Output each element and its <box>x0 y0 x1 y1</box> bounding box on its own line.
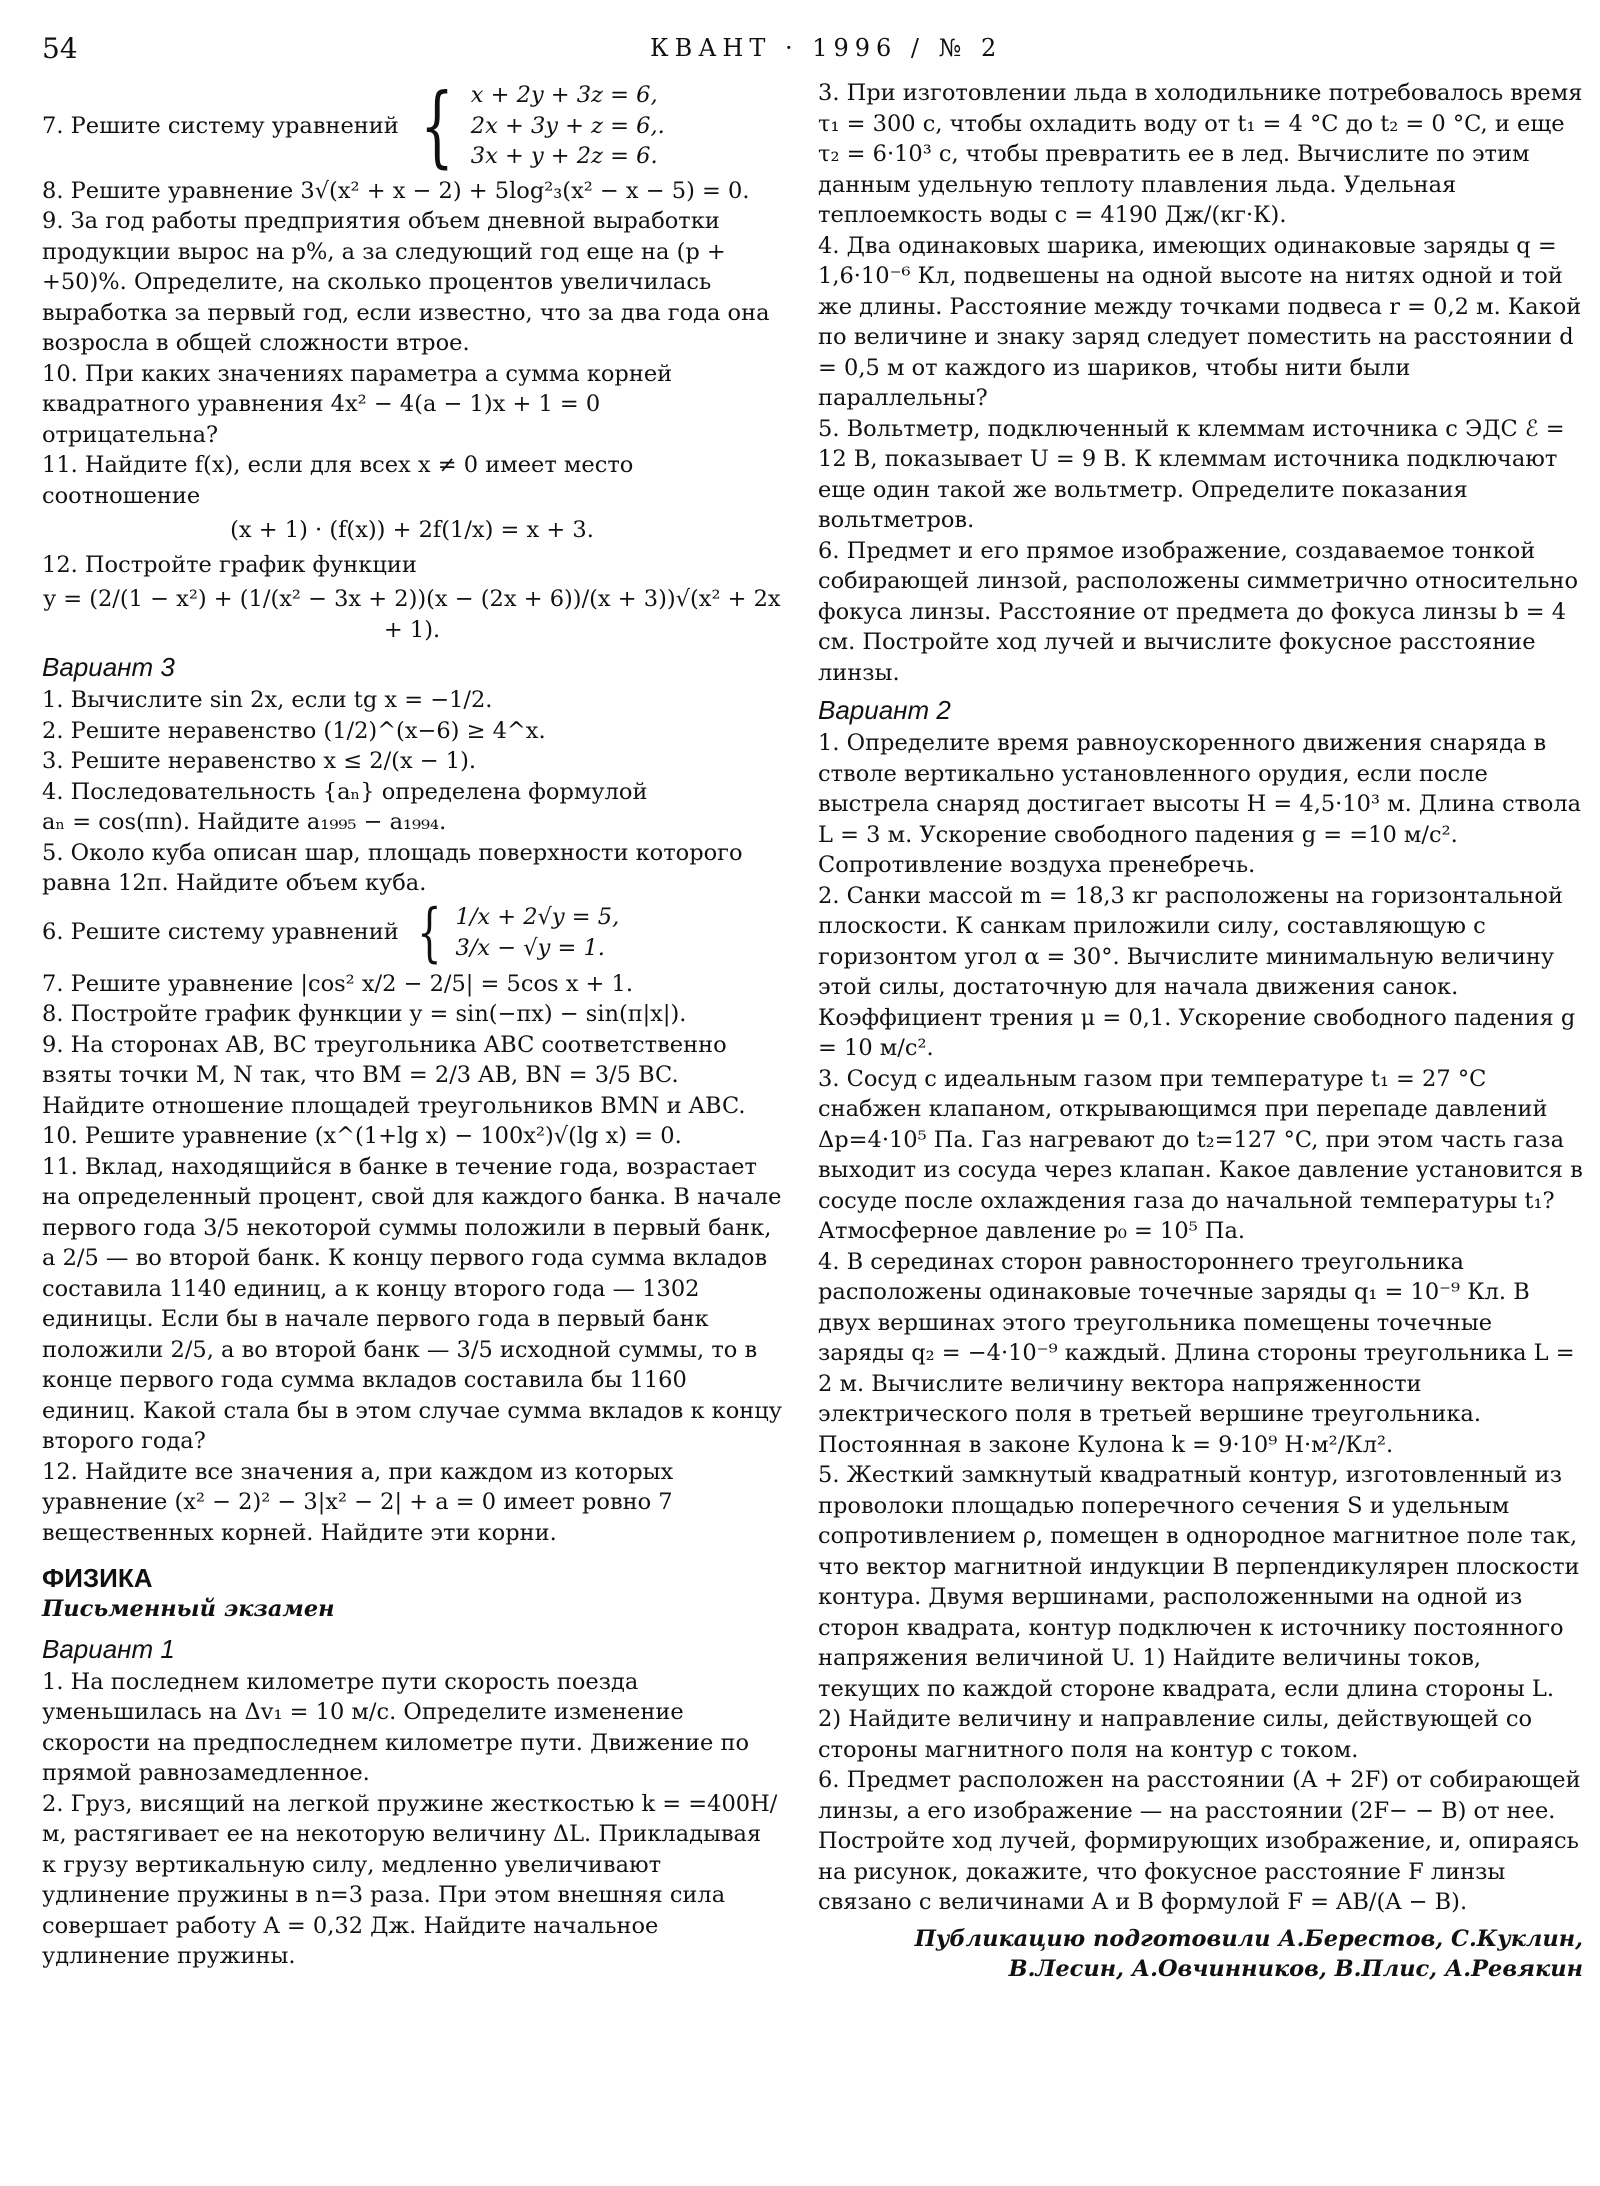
running-head: КВАНТ · 1996 / № 2 <box>650 34 1003 62</box>
variant-3-heading: Вариант 3 <box>42 652 175 682</box>
written-exam-subtitle: Письменный экзамен <box>42 1596 335 1622</box>
system-rows <box>471 80 665 172</box>
ph1-problem-1: 1. На последнем километре пути скорость поезда уменьшилась на Δv₁ = 10 м/с. Определите изменение скорости на предпоследнем километре пути. Движение по прямой равнозамедленное. <box>42 1668 757 1786</box>
v3-problem-1: 1. Вычислите sin 2x, если tg x = −1/2. <box>42 687 493 713</box>
problem-7-lead: 7. Решите систему уравнений <box>42 112 399 139</box>
v3-problem-6-lead: 6. Решите систему уравнений <box>42 919 399 946</box>
ph2-problem-4: 4. В серединах сторон равностороннего треугольника расположены одинаковые точечные заряды q₁ = 10⁻⁹ Кл. В двух вершинах этого треугольника помещены точечные заряды q₂ = −4·10⁻⁹ каждый. Длина стороны треугольника L = 2 м. Вычислите величину вектора напряженности электрического поля в третьей вершине треугольника. Постоянная в законе Кулона k = 9·10⁹ Н·м²/Кл². <box>818 1248 1582 1458</box>
v3-problem-4: 4. Последовательность {aₙ} определена формулой <box>42 778 648 805</box>
right-column <box>818 78 1590 1985</box>
ph2-problem-3: 3. Сосуд с идеальным газом при температуре t₁ = 27 °C снабжен клапаном, открывающимся при перепаде давлений Δp=4·10⁵ Па. Газ нагревают до t₂=127 °C, при этом часть газа выходит из сосуда через клапан. Какое давление установится в сосуде после охлаждения газа до начальной температуры t₁? Атмосферное давление p₀ = 10⁵ Па. <box>818 1065 1590 1244</box>
system-brace: { <box>416 895 442 970</box>
credits <box>818 1924 1583 1985</box>
physics-section-title: ФИЗИКА <box>42 1563 153 1593</box>
problem-7-system <box>42 73 782 177</box>
system-row: 2x + 3y + z = 6,. <box>470 112 665 139</box>
v3-problem-12: 12. Найдите все значения a, при каждом из которых уравнение (x² − 2)² − 3|x² − 2| + a = 0 имеет ровно 7 вещественных корней. Найдите эти корни. <box>42 1458 681 1546</box>
v3-problem-7: 7. Решите уравнение |cos² x/2 − 2/5| = 5cos x + 1. <box>42 970 634 997</box>
problem-12-equation: y = (2/(1 − x²) + (1/(x² − 3x + 2))(x − (2x + 6))/(x + 3))√(x² + 2x + 1). <box>43 586 781 643</box>
ph2-problem-6: 6. Предмет расположен на расстоянии (A + 2F) от собирающей линзы, а его изображение — на расстоянии (2F− − B) от нее. Постройте ход лучей, формирующих изображение, и, опираясь на рисунок, докажите, что фокусное расстояние F линзы связано с величинами A и B формулой F = AB/(A − B). <box>818 1767 1588 1915</box>
v3-problem-3: 3. Решите неравенство x ≤ 2/(x − 1). <box>42 748 477 774</box>
v3-problem-10: 10. Решите уравнение (x^(1+lg x) − 100x²)√(lg x) = 0. <box>42 1123 682 1149</box>
credits-line: Публикацию подготовили А.Берестов, С.Куклин, <box>914 1925 1583 1952</box>
ph2-problem-5: 5. Жесткий замкнутый квадратный контур, изготовленный из проволоки площадью поперечного сечения S и удельным сопротивлением ρ, помещен в однородное магнитное поле так, что вектор магнитной индукции B перпендикулярен плоскости контура. Двумя вершинами, расположенными на одной из сторон квадрата, контур подключен к источнику постоянного напряжения величиной U. 1) Найдите величины токов, текущих по каждой стороне квадрата, если длина стороны L. 2) Найдите величину и направление силы, действующей со стороны магнитного поля на контур с током. <box>818 1462 1587 1763</box>
v3-problem-11: 11. Вклад, находящийся в банке в течение года, возрастает на определенный процент, свой для каждого банка. В начале первого года 3/5 некоторой суммы положили в первый банк, а 2/5 — во второй банк. К концу первого года сумма вкладов составила 1140 единиц, а к концу второго года — 1302 единицы. Если бы в начале первого года в первый банк положили 2/5, а во второй банк — 3/5 исходной суммы, то в конце первого года сумма вкладов составила бы 1160 единиц. Какой стала бы в этом случае сумма вкладов к концу второго года? <box>42 1153 790 1454</box>
problem-10: 10. При каких значениях параметра a сумма корней квадратного уравнения 4x² − 4(a − 1)x + 1 = 0 отрицательна? <box>42 360 680 448</box>
v3-problem-4-formula: aₙ = cos(πn). Найдите a₁₉₉₅ − a₁₉₉₄. <box>42 809 447 835</box>
variant-2-heading: Вариант 2 <box>818 695 951 725</box>
ph1-problem-4: 4. Два одинаковых шарика, имеющих одинаковые заряды q = 1,6·10⁻⁶ Кл, подвешены на одной высоте на нитях одной и той же длины. Расстояние между точками подвеса r = 0,2 м. Какой по величине и знаку заряд следует поместить на расстоянии d = 0,5 м от каждого из шариков, чтобы нити были параллельны? <box>818 232 1589 411</box>
v3-problem-2: 2. Решите неравенство (1/2)^(x−6) ≥ 4^x. <box>42 717 546 744</box>
problem-9: 9. За год работы предприятия объем дневной выработки продукции вырос на p%, а за следующий год еще на (p + +50)%. Определите, на сколько процентов увеличилась выработка за первый год, если известно, что за два года она возросла в общей сложности втрое. <box>42 208 777 356</box>
ph1-problem-5: 5. Вольтметр, подключенный к клеммам источника с ЭДС ℰ = 12 В, показывает U = 9 В. К клеммам источника подключают еще один такой же вольтметр. Определите показания вольтметров. <box>818 415 1572 533</box>
v3-problem-6-system <box>42 895 782 970</box>
system-row: 1/x + 2√y = 5, <box>455 904 620 930</box>
problem-11-equation: (x + 1) · (f(x)) + 2f(1/x) = x + 3. <box>230 517 594 543</box>
variant-1-heading: Вариант 1 <box>42 1633 175 1664</box>
v3-problem-5: 5. Около куба описан шар, площадь поверхности которого равна 12π. Найдите объем куба. <box>42 839 750 896</box>
problem-12: 12. Постройте график функции <box>42 551 417 578</box>
system-brace: { <box>419 73 454 177</box>
left-column <box>42 73 790 1972</box>
system-rows <box>456 902 620 963</box>
page-header <box>0 30 1600 70</box>
ph1-problem-6: 6. Предмет и его прямое изображение, создаваемое тонкой собирающей линзой, расположены симметрично относительно фокуса линзы. Расстояние от предмета до фокуса линзы b = 4 см. Постройте ход лучей и вычислите фокусное расстояние линзы. <box>818 537 1586 686</box>
v3-problem-9: 9. На сторонах AB, BC треугольника ABC соответственно взяты точки M, N так, что BM = 2/3 AB, BN = 3/5 BC. Найдите отношение площадей треугольников BMN и ABC. <box>42 1031 746 1119</box>
ph2-problem-2: 2. Санки массой m = 18,3 кг расположены на горизонтальной плоскости. К санкам приложили силу, составляющую с горизонтом угол α = 30°. Вычислите минимальную величину этой силы, достаточную для начала движения санок. Коэффициент трения μ = 0,1. Ускорение свободного падения g = 10 м/с². <box>818 882 1583 1061</box>
credits-line: В.Лесин, А.Овчинников, В.Плис, А.Ревякин <box>1008 1956 1583 1982</box>
page-number: 54 <box>42 32 78 65</box>
problem-8: 8. Решите уравнение 3√(x² + x − 2) + 5log²₃(x² − x − 5) = 0. <box>42 177 750 204</box>
system-row: 3x + y + 2z = 6. <box>470 143 658 169</box>
ph1-problem-2: 2. Груз, висящий на легкой пружине жесткостью k = =400Н/м, растягивает ее на некоторую величину ΔL. Прикладывая к грузу вертикальную силу, медленно увеличивают удлинение пружины в n=3 раза. При этом внешняя сила совершает работу A = 0,32 Дж. Найдите начальное удлинение пружины. <box>42 1790 778 1969</box>
problem-11: 11. Найдите f(x), если для всех x ≠ 0 имеет место соотношение <box>42 452 641 509</box>
ph2-problem-1: 1. Определите время равноускоренного движения снаряда в стволе вертикально установленного орудия, если после выстрела снаряд достигает высоты H = 4,5·10³ м. Длина ствола L = 3 м. Ускорение свободного падения g = =10 м/с². Сопротивление воздуха пренебречь. <box>818 730 1589 878</box>
system-row: 3/x − √y = 1. <box>455 934 605 961</box>
ph1-problem-3: 3. При изготовлении льда в холодильнике потребовалось время τ₁ = 300 с, чтобы охладить воду от t₁ = 4 °C до t₂ = 0 °C, и еще τ₂ = 6·10³ с, чтобы превратить ее в лед. Вычислите по этим данным удельную теплоту плавления льда. Удельная теплоемкость воды c = 4190 Дж/(кг·К). <box>818 80 1590 228</box>
system-row: x + 2y + 3z = 6, <box>470 82 658 108</box>
v3-problem-8: 8. Постройте график функции y = sin(−πx) − sin(π|x|). <box>42 1001 687 1027</box>
